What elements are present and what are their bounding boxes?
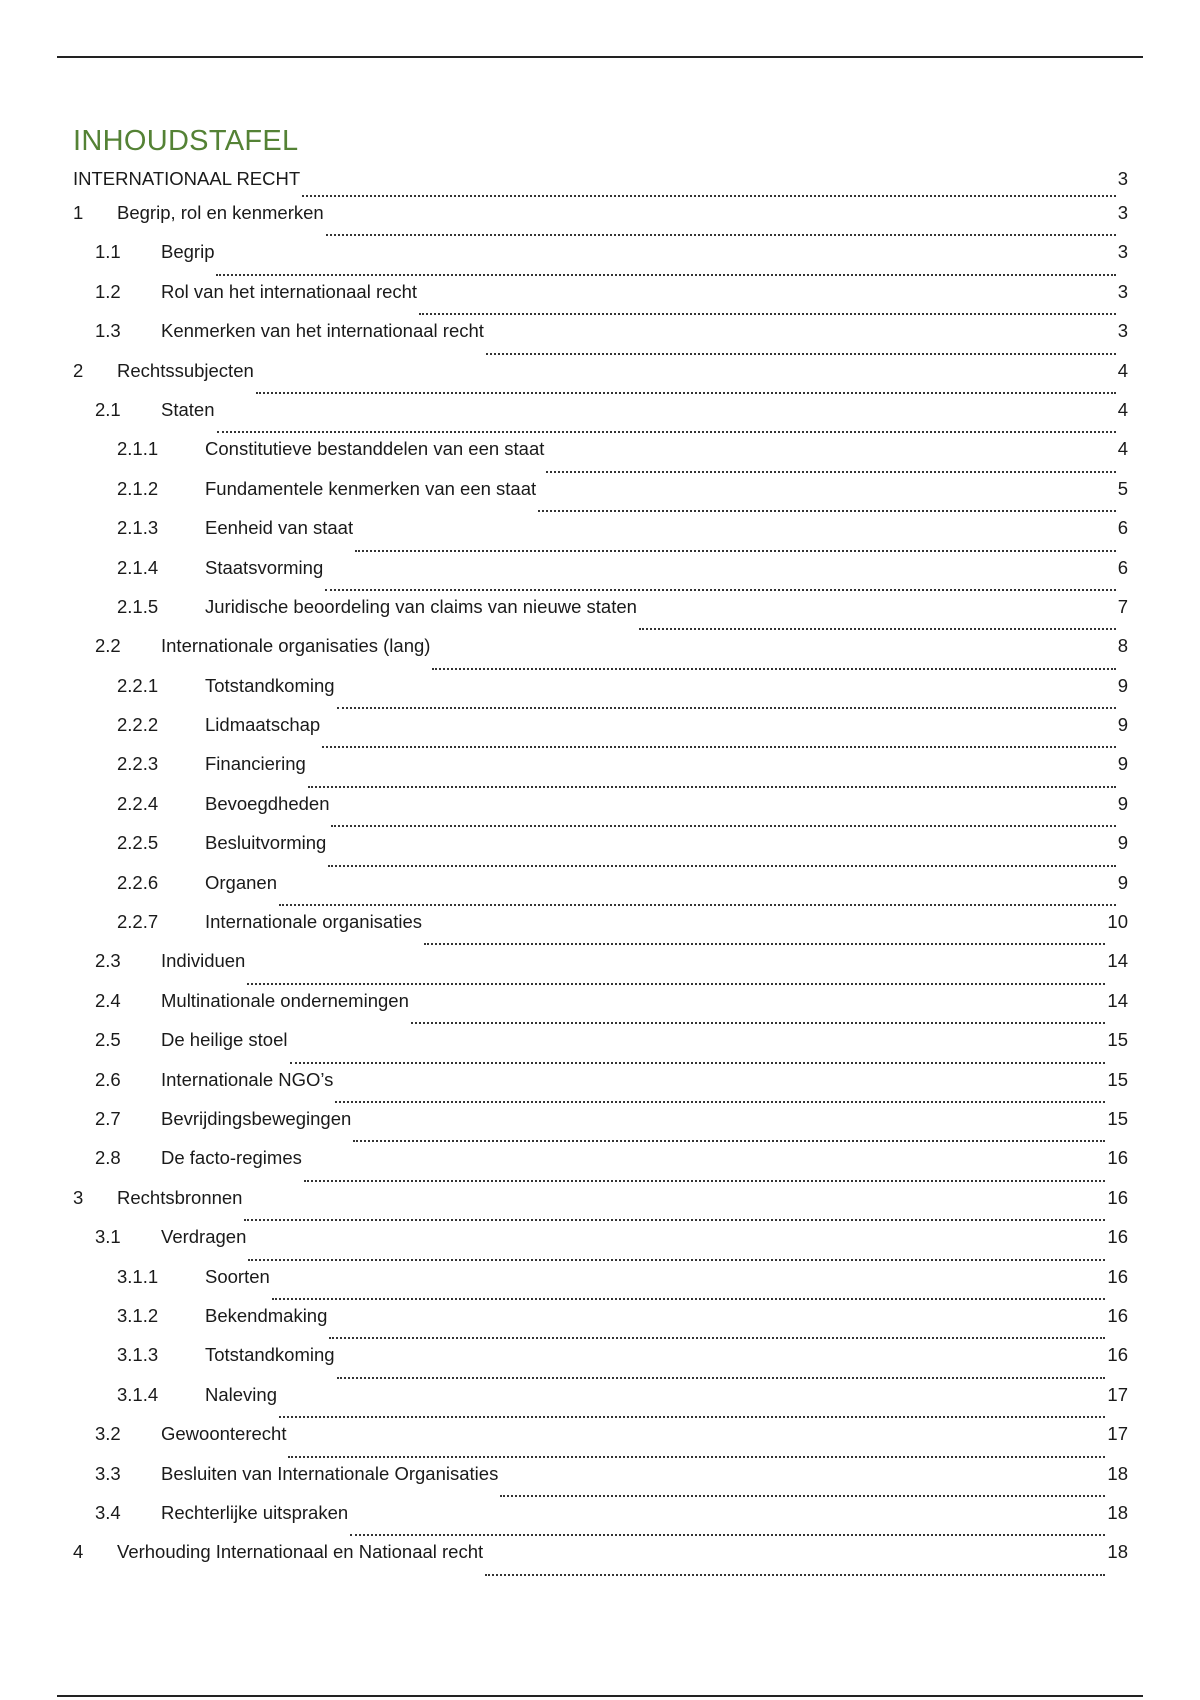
toc-entry-page: 3 bbox=[1117, 202, 1128, 223]
toc-entry-title: Organen bbox=[205, 871, 277, 893]
toc-entry-number: 3.3 bbox=[95, 1462, 121, 1484]
dot-leader bbox=[337, 1376, 1106, 1379]
toc-entry-number: 3.1.3 bbox=[117, 1344, 159, 1366]
toc-entry[interactable] bbox=[73, 478, 1128, 517]
toc-entry-title: De facto-regimes bbox=[161, 1147, 302, 1169]
toc-entry-number: 2.2.2 bbox=[117, 714, 159, 736]
toc-entry-number: 4 bbox=[73, 1541, 84, 1563]
dot-leader bbox=[639, 627, 1116, 630]
toc-entry[interactable] bbox=[73, 990, 1128, 1029]
toc-entry-title: Begrip bbox=[161, 241, 215, 263]
toc-entry-title: Naleving bbox=[205, 1383, 277, 1405]
toc-entry-number: 2.8 bbox=[95, 1147, 121, 1169]
toc-entry-number: 2.2 bbox=[95, 635, 121, 657]
toc-entry-title: Constitutieve bestanddelen van een staat bbox=[205, 438, 545, 460]
toc-entry-page: 15 bbox=[1107, 1107, 1128, 1129]
toc-entry[interactable] bbox=[73, 1147, 1128, 1186]
toc-entry-title: Soorten bbox=[205, 1265, 270, 1287]
toc-entry-number: 2.2.3 bbox=[117, 753, 159, 775]
toc-entry-title: Rechtssubjecten bbox=[117, 359, 254, 381]
toc-entry-number: 2.3 bbox=[95, 950, 121, 972]
dot-leader bbox=[485, 1573, 1105, 1576]
toc-entry[interactable] bbox=[73, 753, 1128, 792]
toc-entry-number: 3.1.2 bbox=[117, 1304, 159, 1326]
toc-entry-page: 16 bbox=[1107, 1186, 1128, 1208]
dot-leader bbox=[244, 1218, 1105, 1221]
toc-entry-number: 1.1 bbox=[95, 241, 121, 263]
dot-leader bbox=[256, 391, 1116, 394]
toc-entry-page: 15 bbox=[1107, 1068, 1128, 1090]
toc-entry-number: 2.1.2 bbox=[117, 477, 159, 499]
dot-leader bbox=[326, 233, 1116, 236]
toc-entry[interactable] bbox=[73, 168, 1128, 202]
toc-entry-page: 3 bbox=[1117, 168, 1128, 189]
footer-rule bbox=[57, 1695, 1143, 1697]
toc-entry-title: Rechterlijke uitspraken bbox=[161, 1501, 349, 1523]
toc-entry-number: 2.1.5 bbox=[117, 595, 159, 617]
toc-entry-page: 9 bbox=[1117, 714, 1128, 736]
toc-entry-title: Fundamentele kenmerken van een staat bbox=[205, 477, 537, 499]
toc-entry-title: Financiering bbox=[205, 753, 306, 775]
toc-entry-title: Rechtsbronnen bbox=[117, 1186, 243, 1208]
toc-entry-number: 2.7 bbox=[95, 1107, 121, 1129]
toc-entry-title: Totstandkoming bbox=[205, 674, 335, 696]
dot-leader bbox=[217, 430, 1116, 433]
toc-entry-page: 3 bbox=[1117, 241, 1128, 263]
toc-entry[interactable] bbox=[73, 202, 1128, 241]
toc-entry-title: Bevrijdingsbewegingen bbox=[161, 1107, 352, 1129]
toc-entry-title: Verdragen bbox=[161, 1226, 247, 1248]
dot-leader bbox=[486, 352, 1116, 355]
dot-leader bbox=[335, 1100, 1105, 1103]
dot-leader bbox=[272, 1297, 1106, 1300]
toc-entry-title: Totstandkoming bbox=[205, 1344, 335, 1366]
toc-entry-title: Verhouding Internationaal en Nationaal recht bbox=[117, 1541, 484, 1563]
toc-entry[interactable] bbox=[73, 360, 1128, 399]
toc-entry-page: 8 bbox=[1117, 635, 1128, 657]
toc-entry-page: 9 bbox=[1117, 792, 1128, 814]
toc-entry-title: Kenmerken van het internationaal recht bbox=[161, 320, 484, 342]
toc-entry-title: De heilige stoel bbox=[161, 1029, 288, 1051]
toc-entry-page: 16 bbox=[1107, 1344, 1128, 1366]
toc-entry-number: 1 bbox=[73, 202, 84, 223]
toc-entry-title: Individuen bbox=[161, 950, 246, 972]
toc-entry-title: Besluiten van Internationale Organisaties bbox=[161, 1462, 499, 1484]
dot-leader bbox=[328, 864, 1115, 867]
dot-leader bbox=[279, 1415, 1105, 1418]
dot-leader bbox=[325, 588, 1115, 591]
header-rule bbox=[57, 56, 1143, 58]
toc-entry-number: 2.4 bbox=[95, 989, 121, 1011]
dot-leader bbox=[248, 1258, 1105, 1261]
toc-entry-page: 14 bbox=[1107, 989, 1128, 1011]
toc-entry-page: 15 bbox=[1107, 1029, 1128, 1051]
toc-entry[interactable] bbox=[73, 1187, 1128, 1226]
toc-entry-number: 1.3 bbox=[95, 320, 121, 342]
toc-entry-number: 2.2.4 bbox=[117, 792, 159, 814]
dot-leader bbox=[411, 1021, 1106, 1024]
dot-leader bbox=[500, 1494, 1105, 1497]
toc-entry[interactable] bbox=[73, 1344, 1128, 1383]
dot-leader bbox=[290, 1061, 1106, 1064]
toc-entry-page: 10 bbox=[1107, 911, 1128, 933]
toc-entry[interactable] bbox=[73, 517, 1128, 556]
toc-entry-title: Juridische beoordeling van claims van nieuwe staten bbox=[205, 595, 637, 617]
toc-entry-number: 3.1.4 bbox=[117, 1383, 159, 1405]
toc-entry-page: 16 bbox=[1107, 1304, 1128, 1326]
dot-leader bbox=[331, 824, 1115, 827]
dot-leader bbox=[288, 1455, 1105, 1458]
toc-entry-page: 17 bbox=[1107, 1423, 1128, 1445]
toc-entry[interactable] bbox=[73, 1384, 1128, 1423]
dot-leader bbox=[350, 1533, 1105, 1536]
toc-entry[interactable] bbox=[73, 1305, 1128, 1344]
toc-heading: INHOUDSTAFEL bbox=[73, 125, 299, 157]
toc-entry[interactable] bbox=[73, 872, 1128, 911]
dot-leader bbox=[355, 549, 1116, 552]
toc-entry[interactable] bbox=[73, 714, 1128, 753]
toc-entry-title: Rol van het internationaal recht bbox=[161, 280, 418, 302]
dot-leader bbox=[302, 194, 1116, 197]
dot-leader bbox=[432, 667, 1115, 670]
toc-entry-number: 2.2.6 bbox=[117, 871, 159, 893]
toc-entry-title: Begrip, rol en kenmerken bbox=[117, 202, 324, 223]
toc-entry-number: 2.1.4 bbox=[117, 556, 159, 578]
dot-leader bbox=[308, 785, 1116, 788]
toc-entry-number: 3.1 bbox=[95, 1226, 121, 1248]
toc-entry-number: 1.2 bbox=[95, 280, 121, 302]
toc-entry-title: Besluitvorming bbox=[205, 832, 327, 854]
toc-entry[interactable] bbox=[73, 1423, 1128, 1462]
toc-entry-title: Bekendmaking bbox=[205, 1304, 328, 1326]
toc-entry[interactable] bbox=[73, 1266, 1128, 1305]
toc-entry-page: 16 bbox=[1107, 1147, 1128, 1169]
toc-entry-page: 9 bbox=[1117, 832, 1128, 854]
toc-entry-page: 9 bbox=[1117, 871, 1128, 893]
toc-entry-page: 16 bbox=[1107, 1226, 1128, 1248]
toc-entry-page: 7 bbox=[1117, 595, 1128, 617]
toc-entry[interactable] bbox=[73, 596, 1128, 635]
dot-leader bbox=[322, 745, 1116, 748]
toc-entry[interactable] bbox=[73, 1108, 1128, 1147]
toc-entry-number: 2.1.3 bbox=[117, 517, 159, 539]
toc-entry[interactable] bbox=[73, 1029, 1128, 1068]
toc-entry[interactable] bbox=[73, 241, 1128, 280]
toc-entry-title: Eenheid van staat bbox=[205, 517, 354, 539]
toc-entry-number: 2 bbox=[73, 359, 84, 381]
toc-entry-page: 9 bbox=[1117, 753, 1128, 775]
toc-entry-page: 9 bbox=[1117, 674, 1128, 696]
toc-entry-number: 2.5 bbox=[95, 1029, 121, 1051]
toc-entry[interactable] bbox=[73, 1502, 1128, 1541]
toc-entry-number: 2.2.5 bbox=[117, 832, 159, 854]
toc-entry-number: 2.6 bbox=[95, 1068, 121, 1090]
dot-leader bbox=[538, 509, 1116, 512]
dot-leader bbox=[329, 1336, 1105, 1339]
toc-entry-page: 4 bbox=[1117, 398, 1128, 420]
toc-entry-page: 3 bbox=[1117, 320, 1128, 342]
toc-entry-title: Gewoonterecht bbox=[161, 1423, 287, 1445]
toc-entry[interactable] bbox=[73, 557, 1128, 596]
toc-entry-page: 4 bbox=[1117, 438, 1128, 460]
toc-entry[interactable] bbox=[73, 950, 1128, 989]
toc-entry-title: Internationale organisaties (lang) bbox=[161, 635, 431, 657]
dot-leader bbox=[216, 273, 1115, 276]
toc-entry-page: 16 bbox=[1107, 1265, 1128, 1287]
dot-leader bbox=[279, 903, 1116, 906]
toc-entry-number: 2.1 bbox=[95, 398, 121, 420]
toc-entry-page: 5 bbox=[1117, 477, 1128, 499]
toc-entry-number: 2.1.1 bbox=[117, 438, 159, 460]
toc-entry[interactable] bbox=[73, 399, 1128, 438]
toc-entry-title: Bevoegdheden bbox=[205, 792, 330, 814]
toc-entry[interactable] bbox=[73, 438, 1128, 477]
toc-entry-title: Staten bbox=[161, 398, 215, 420]
toc-entry[interactable] bbox=[73, 320, 1128, 359]
dot-leader bbox=[247, 982, 1105, 985]
toc-entry-title: Multinationale ondernemingen bbox=[161, 989, 409, 1011]
toc-entry[interactable] bbox=[73, 675, 1128, 714]
toc-entry-number: 3.2 bbox=[95, 1423, 121, 1445]
table-of-contents bbox=[73, 168, 1128, 1581]
toc-entry-page: 3 bbox=[1117, 280, 1128, 302]
toc-entry-page: 14 bbox=[1107, 950, 1128, 972]
toc-entry-title: Internationale NGO’s bbox=[161, 1068, 334, 1090]
toc-entry-page: 6 bbox=[1117, 556, 1128, 578]
toc-entry-number: 2.2.1 bbox=[117, 674, 159, 696]
toc-entry-number: 3 bbox=[73, 1186, 84, 1208]
toc-entry-page: 18 bbox=[1107, 1501, 1128, 1523]
dot-leader bbox=[304, 1179, 1106, 1182]
toc-entry[interactable] bbox=[73, 1541, 1128, 1580]
toc-entry-title: Internationale organisaties bbox=[205, 911, 423, 933]
toc-entry-page: 18 bbox=[1107, 1462, 1128, 1484]
toc-entry-page: 17 bbox=[1107, 1383, 1128, 1405]
toc-entry[interactable] bbox=[73, 281, 1128, 320]
dot-leader bbox=[419, 312, 1116, 315]
toc-entry-number: 3.1.1 bbox=[117, 1265, 159, 1287]
toc-entry[interactable] bbox=[73, 793, 1128, 832]
toc-entry-number: 2.2.7 bbox=[117, 911, 159, 933]
toc-entry[interactable] bbox=[73, 1069, 1128, 1108]
toc-entry[interactable] bbox=[73, 832, 1128, 871]
toc-entry-title: Lidmaatschap bbox=[205, 714, 321, 736]
dot-leader bbox=[546, 470, 1115, 473]
toc-entry[interactable] bbox=[73, 1226, 1128, 1265]
toc-entry-title: INTERNATIONAAL RECHT bbox=[73, 168, 301, 189]
toc-entry[interactable] bbox=[73, 1463, 1128, 1502]
toc-entry-page: 6 bbox=[1117, 517, 1128, 539]
toc-entry-page: 18 bbox=[1107, 1541, 1128, 1563]
toc-entry[interactable] bbox=[73, 635, 1128, 674]
toc-entry-page: 4 bbox=[1117, 359, 1128, 381]
dot-leader bbox=[353, 1139, 1105, 1142]
dot-leader bbox=[337, 706, 1116, 709]
toc-entry-number: 3.4 bbox=[95, 1501, 121, 1523]
dot-leader bbox=[424, 942, 1105, 945]
toc-entry[interactable] bbox=[73, 911, 1128, 950]
toc-entry-title: Staatsvorming bbox=[205, 556, 324, 578]
